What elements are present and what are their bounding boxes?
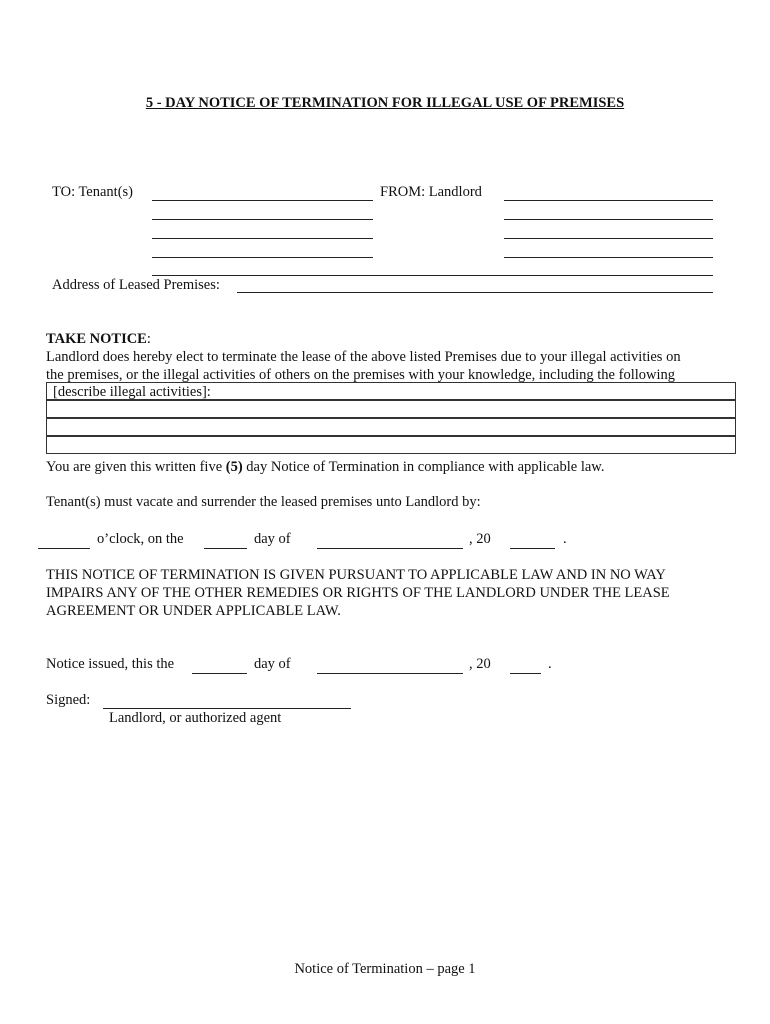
legal-statement-line-2: IMPAIRS ANY OF THE OTHER REMEDIES OR RIGHTS OF THE LANDLORD UNDER THE LEASE (46, 585, 670, 601)
tenant-name-field-1[interactable] (152, 182, 373, 201)
legal-statement-line-1: THIS NOTICE OF TERMINATION IS GIVEN PURSUANT TO APPLICABLE LAW AND IN NO WAY (46, 567, 666, 583)
signed-label: Signed: (46, 692, 91, 708)
tenant-name-field-3[interactable] (152, 220, 373, 239)
tenant-name-field-2[interactable] (152, 201, 373, 220)
illegal-activities-row-4[interactable] (46, 436, 736, 454)
page-title: 5 - DAY NOTICE OF TERMINATION FOR ILLEGAL USE OF PREMISES (145, 95, 625, 111)
to-tenant-label: TO: Tenant(s) (52, 184, 134, 200)
vacate-hour-field[interactable] (38, 530, 90, 549)
address-field-2[interactable] (237, 274, 713, 293)
landlord-name-field-4[interactable] (504, 239, 713, 258)
oclock-label: o’clock, on the (97, 531, 184, 547)
issued-period: . (548, 656, 552, 672)
landlord-name-field-1[interactable] (504, 182, 713, 201)
body-text-line-2: the premises, or the illegal activities of others on the premises with your knowledge, including the following (46, 367, 676, 383)
signature-field[interactable] (103, 690, 351, 709)
illegal-activities-row-2[interactable] (46, 400, 736, 418)
legal-statement-line-3: AGREEMENT OR UNDER APPLICABLE LAW. (46, 603, 341, 619)
tenant-name-field-4[interactable] (152, 239, 373, 258)
issued-month-field[interactable] (317, 655, 463, 674)
vacate-year-field[interactable] (510, 530, 555, 549)
notice-issued-label: Notice issued, this the (46, 656, 175, 672)
take-notice-heading: TAKE NOTICE: (46, 331, 151, 347)
issued-day-field[interactable] (192, 655, 247, 674)
vacate-day-field[interactable] (204, 530, 247, 549)
vacate-period: . (563, 531, 567, 547)
vacate-day-of-label: day of (254, 531, 291, 547)
issued-day-of-label: day of (254, 656, 291, 672)
address-label: Address of Leased Premises: (52, 277, 220, 293)
describe-activities-label: [describe illegal activities]: (53, 384, 211, 400)
landlord-name-field-2[interactable] (504, 201, 713, 220)
body-text-line-1: Landlord does hereby elect to terminate the lease of the above listed Premises due to your illegal activities on (46, 349, 681, 365)
issued-year-field[interactable] (510, 655, 541, 674)
issued-year-prefix: , 20 (469, 656, 491, 672)
illegal-activities-row-3[interactable] (46, 418, 736, 436)
vacate-year-prefix: , 20 (469, 531, 491, 547)
illegal-activities-row-1[interactable] (46, 382, 736, 400)
from-landlord-label: FROM: Landlord (380, 184, 482, 200)
signer-caption: Landlord, or authorized agent (109, 710, 282, 726)
page-footer: Notice of Termination – page 1 (294, 961, 476, 977)
vacate-month-field[interactable] (317, 530, 463, 549)
given-notice-text: You are given this written five (5) day Notice of Termination in compliance with applicable law. (46, 459, 605, 475)
vacate-instruction: Tenant(s) must vacate and surrender the leased premises unto Landlord by: (46, 494, 481, 510)
landlord-name-field-3[interactable] (504, 220, 713, 239)
